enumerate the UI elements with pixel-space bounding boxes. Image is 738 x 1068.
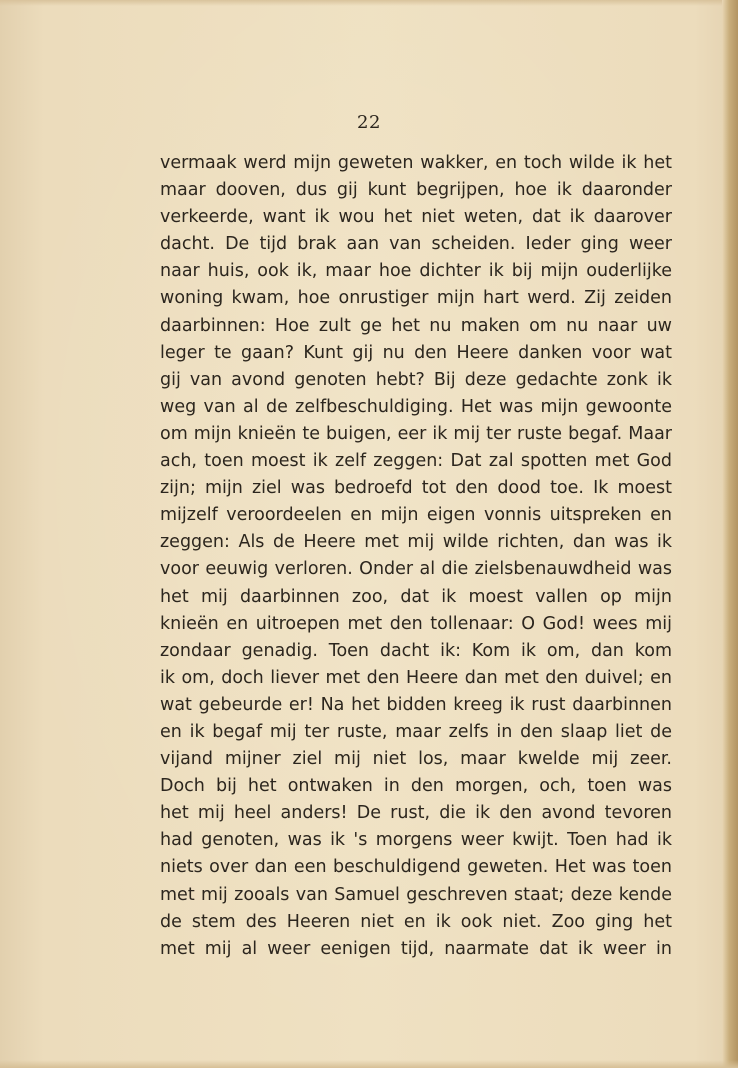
text-line: daarbinnen: Hoe zult ge het nu maken om nu naar uw bbox=[160, 315, 672, 336]
text-line: leger te gaan? Kunt gij nu den Heere danken voor wat bbox=[160, 342, 672, 363]
text-line: verkeerde, want ik wou het niet weten, dat ik daarover bbox=[160, 207, 672, 228]
text-line: had genoten, was ik 's morgens weer kwijt. Toen had ik bbox=[160, 830, 672, 851]
text-line: met mij zooals van Samuel geschreven staat; deze kende bbox=[160, 884, 672, 905]
text-line: en ik begaf mij ter ruste, maar zelfs in den slaap liet de bbox=[160, 721, 672, 742]
text-line: gij van avond genoten hebt? Bij deze gedachte zonk ik bbox=[160, 369, 672, 390]
text-line: voor eeuwig verloren. Onder al die zielsbenauwdheid was bbox=[160, 559, 672, 580]
text-line: Doch bij het ontwaken in den morgen, och, toen was bbox=[160, 776, 672, 797]
text-line: ach, toen moest ik zelf zeggen: Dat zal spotten met God bbox=[160, 451, 672, 472]
text-line: woning kwam, hoe onrustiger mijn hart werd. Zij zeiden bbox=[160, 288, 672, 309]
text-line: vermaak werd mijn geweten wakker, en toch wilde ik het bbox=[160, 153, 672, 173]
text-line: naar huis, ook ik, maar hoe dichter ik bij mijn ouderlijke bbox=[160, 261, 672, 282]
text-line: de stem des Heeren niet en ik ook niet. Zoo ging het bbox=[160, 911, 672, 932]
text-line: zijn; mijn ziel was bedroefd tot den dood toe. Ik moest bbox=[160, 478, 672, 499]
text-line: met mij al weer eenigen tijd, naarmate dat ik weer in bbox=[160, 938, 672, 959]
page-bottom-shadow bbox=[0, 1060, 738, 1068]
text-line: om mijn knieën te buigen, eer ik mij ter ruste begaf. Maar bbox=[160, 423, 672, 444]
body-text bbox=[160, 150, 672, 963]
text-line: weg van al de zelfbeschuldiging. Het was mijn gewoonte bbox=[160, 396, 672, 417]
page-number: 22 bbox=[357, 112, 381, 133]
text-line: ik om, doch liever met den Heere dan met den duivel; en bbox=[160, 667, 672, 688]
text-line: zondaar genadig. Toen dacht ik: Kom ik om, dan kom bbox=[160, 640, 672, 661]
text-line: dacht. De tijd brak aan van scheiden. Ieder ging weer bbox=[160, 234, 672, 255]
text-line: wat gebeurde er! Na het bidden kreeg ik rust daarbinnen bbox=[160, 694, 672, 715]
text-line: vijand mijner ziel mij niet los, maar kwelde mij zeer. bbox=[160, 749, 672, 770]
text-line: knieën en uitroepen met den tollenaar: O God! wees mij bbox=[160, 613, 672, 634]
text-line: mijzelf veroordeelen en mijn eigen vonnis uitspreken en bbox=[160, 505, 672, 526]
text-line: niets over dan een beschuldigend geweten. Het was toen bbox=[160, 857, 672, 878]
page-right-edge bbox=[722, 0, 738, 1068]
text-line: maar dooven, dus gij kunt begrijpen, hoe ik daaronder bbox=[160, 180, 672, 201]
text-line: het mij daarbinnen zoo, dat ik moest vallen op mijn bbox=[160, 586, 672, 607]
text-line: zeggen: Als de Heere met mij wilde richten, dan was ik bbox=[160, 532, 672, 553]
text-line: het mij heel anders! De rust, die ik den avond tevoren bbox=[160, 803, 672, 824]
page-top-shadow bbox=[0, 0, 738, 6]
